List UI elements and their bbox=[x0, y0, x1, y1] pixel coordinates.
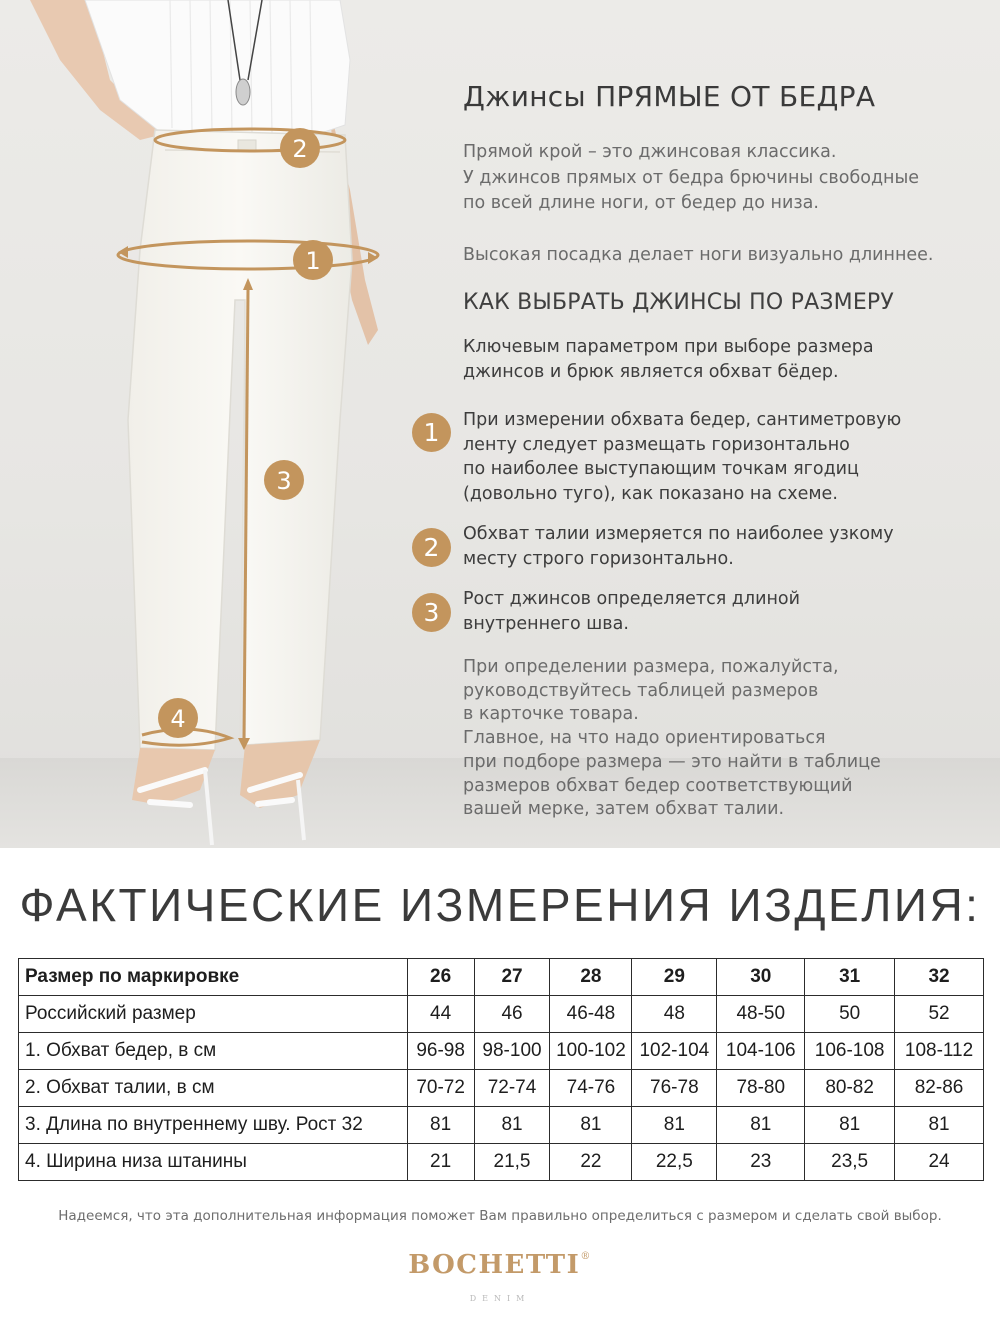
table-cell: 81 bbox=[550, 1107, 632, 1144]
sizing-advice: При определении размера, пожалуйста, руководствуйтесь таблицей размеров в карточке товара. Главное, на что надо ориентироваться при подборе размера — это найти в таблице размеров обхват бедер соответствующий вашей мерке, затем обхват талии. bbox=[463, 657, 881, 820]
step-waist bbox=[412, 522, 894, 571]
table-header-size: 32 bbox=[895, 959, 984, 996]
step-number-badge: 3 bbox=[412, 593, 451, 632]
brand-name: BOCHETTI bbox=[408, 1250, 581, 1280]
page-title: Джинсы ПРЯМЫЕ ОТ БЕДРА bbox=[463, 80, 876, 113]
table-cell: 48-50 bbox=[717, 996, 805, 1033]
step-inseam bbox=[412, 587, 800, 636]
measurements-title: ФАКТИЧЕСКИЕ ИЗМЕРЕНИЯ ИЗДЕЛИЯ: bbox=[19, 879, 981, 931]
table-header-size: 30 bbox=[717, 959, 805, 996]
table-cell: 22,5 bbox=[632, 1144, 717, 1181]
step-number-badge: 2 bbox=[412, 528, 451, 567]
step-text: При измерении обхвата бедер, сантиметровую ленту следует размещать горизонтально по наиболее выступающим точкам ягодиц (довольно туго), как показано на схеме. bbox=[463, 410, 902, 504]
table-cell: 44 bbox=[407, 996, 474, 1033]
table-cell: 98-100 bbox=[474, 1033, 550, 1070]
table-cell: 46 bbox=[474, 996, 550, 1033]
product-description-note: Высокая посадка делает ноги визуально длиннее. bbox=[463, 245, 934, 265]
table-cell: 72-74 bbox=[474, 1070, 550, 1107]
table-cell: 23,5 bbox=[805, 1144, 895, 1181]
jeans bbox=[128, 130, 352, 750]
table-row bbox=[19, 1070, 984, 1107]
marker-3-label: 3 bbox=[276, 467, 292, 495]
product-description: Прямой крой – это джинсовая классика. У джинсов прямых от бедра брючины свободные по всей длине ноги, от бедер до низа. bbox=[463, 142, 920, 213]
table-cell: 96-98 bbox=[407, 1033, 474, 1070]
row-label: 3. Длина по внутреннему шву. Рост 32 bbox=[19, 1107, 408, 1144]
table-cell: 74-76 bbox=[550, 1070, 632, 1107]
table-cell: 81 bbox=[407, 1107, 474, 1144]
table-header-size: 26 bbox=[407, 959, 474, 996]
table-header-size: 29 bbox=[632, 959, 717, 996]
table-cell: 76-78 bbox=[632, 1070, 717, 1107]
marker-1-label: 1 bbox=[305, 247, 321, 275]
table-row bbox=[19, 1144, 984, 1181]
marker-2-label: 2 bbox=[292, 135, 308, 163]
table-header-size: 28 bbox=[550, 959, 632, 996]
table-row bbox=[19, 1107, 984, 1144]
step-text: Рост джинсов определяется длиной внутреннего шва. bbox=[463, 589, 800, 634]
table-cell: 102-104 bbox=[632, 1033, 717, 1070]
table-cell: 81 bbox=[895, 1107, 984, 1144]
table-cell: 81 bbox=[474, 1107, 550, 1144]
row-label: Российский размер bbox=[19, 996, 408, 1033]
table-cell: 70-72 bbox=[407, 1070, 474, 1107]
table-cell: 21,5 bbox=[474, 1144, 550, 1181]
table-row bbox=[19, 996, 984, 1033]
table-row bbox=[19, 1033, 984, 1070]
table-header-label: Размер по маркировке bbox=[19, 959, 408, 996]
table-cell: 82-86 bbox=[895, 1070, 984, 1107]
table-cell: 81 bbox=[717, 1107, 805, 1144]
right-foot bbox=[240, 740, 320, 808]
table-cell: 108-112 bbox=[895, 1033, 984, 1070]
step-text: Обхват талии измеряется по наиболее узкому месту строго горизонтально. bbox=[463, 524, 894, 569]
key-parameter-text: Ключевым параметром при выборе размера джинсов и брюк является обхват бёдер. bbox=[463, 337, 874, 382]
table-cell: 80-82 bbox=[805, 1070, 895, 1107]
table-cell: 100-102 bbox=[550, 1033, 632, 1070]
left-foot bbox=[132, 748, 215, 805]
step-number-badge: 1 bbox=[412, 413, 451, 452]
table-cell: 24 bbox=[895, 1144, 984, 1181]
table-cell: 81 bbox=[805, 1107, 895, 1144]
section-subtitle: КАК ВЫБРАТЬ ДЖИНСЫ ПО РАЗМЕРУ bbox=[463, 290, 894, 315]
table-header-size: 27 bbox=[474, 959, 550, 996]
marker-4-label: 4 bbox=[170, 705, 186, 733]
table-cell: 48 bbox=[632, 996, 717, 1033]
table-cell: 21 bbox=[407, 1144, 474, 1181]
step-hip bbox=[412, 408, 901, 506]
brand-subtitle: DENIM bbox=[469, 1294, 531, 1303]
table-cell: 23 bbox=[717, 1144, 805, 1181]
brand-logo bbox=[0, 1250, 1000, 1280]
table-cell: 106-108 bbox=[805, 1033, 895, 1070]
table-cell: 50 bbox=[805, 996, 895, 1033]
table-cell: 81 bbox=[632, 1107, 717, 1144]
size-table bbox=[18, 958, 984, 1181]
registered-mark: ® bbox=[580, 1251, 592, 1262]
model-photo-illustration bbox=[0, 0, 420, 848]
table-cell: 22 bbox=[550, 1144, 632, 1181]
table-cell: 52 bbox=[895, 996, 984, 1033]
footnote: Надеемся, что эта дополнительная информация поможет Вам правильно определиться с размером и сделать свой выбор. bbox=[58, 1208, 942, 1224]
table-header-row bbox=[19, 959, 984, 996]
row-label: 1. Обхват бедер, в см bbox=[19, 1033, 408, 1070]
table-header-size: 31 bbox=[805, 959, 895, 996]
table-cell: 78-80 bbox=[717, 1070, 805, 1107]
row-label: 2. Обхват талии, в см bbox=[19, 1070, 408, 1107]
table-cell: 104-106 bbox=[717, 1033, 805, 1070]
table-cell: 46-48 bbox=[550, 996, 632, 1033]
row-label: 4. Ширина низа штанины bbox=[19, 1144, 408, 1181]
